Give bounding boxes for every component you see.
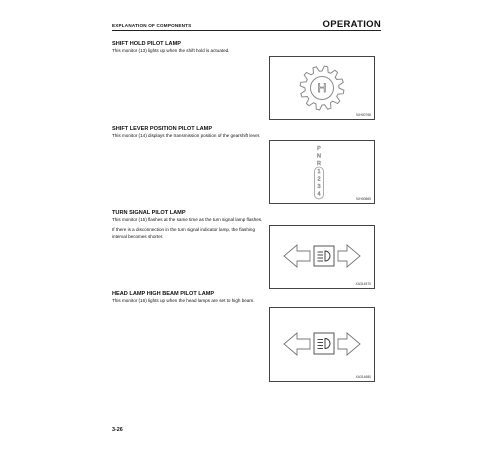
section-text-shift-lever	[112, 133, 264, 139]
position-label-2: 2	[317, 176, 321, 183]
figure-shift-lever	[269, 140, 375, 204]
turn-signal-arrows-icon	[270, 226, 374, 288]
position-label-3: 3	[317, 184, 321, 190]
paragraph: This monitor (16) lights up when the head lamps are set to high beam.	[112, 298, 255, 303]
figure-shift-hold	[269, 56, 375, 120]
gear-h-icon	[270, 57, 374, 119]
paragraph: If there is a disconnection in the turn signal indicator lamp, the flashing interval becomes shorter.	[112, 227, 255, 239]
section-title-shift-hold: SHIFT HOLD PILOT LAMP	[112, 41, 181, 47]
position-label-p: P	[317, 146, 321, 152]
arrow-left-icon	[284, 333, 310, 355]
paragraph: This monitor (15) flashes at the same time as the turn signal lamp flashes.	[112, 217, 263, 222]
position-label-r: R	[317, 161, 321, 167]
figure-code: 9JH00869	[355, 197, 371, 201]
paragraph: This monitor (14) displays the transmission position of the gearshift lever.	[112, 133, 261, 138]
figure-code: 9JH00768	[355, 113, 371, 117]
section-text-turn-signal	[112, 217, 264, 240]
arrow-right-icon	[338, 333, 360, 355]
position-label-n: N	[317, 153, 321, 160]
high-beam-arrows-icon	[270, 308, 374, 381]
headlamp-box-icon	[314, 333, 334, 354]
figure-code: XA314680	[355, 375, 371, 379]
arrow-right-icon	[338, 245, 360, 267]
page-number: 3-26	[112, 427, 123, 433]
headlamp-box-icon	[314, 246, 334, 266]
arrow-left-icon	[284, 245, 310, 267]
section-title-high-beam: HEAD LAMP HIGH BEAM PILOT LAMP	[112, 291, 215, 297]
position-label-4: 4	[317, 191, 321, 198]
figure-high-beam	[269, 307, 375, 382]
section-title-turn-signal: TURN SIGNAL PILOT LAMP	[112, 210, 186, 216]
header-rule	[112, 30, 381, 31]
running-header-section: EXPLANATION OF COMPONENTS	[112, 23, 192, 28]
figure-code: XA314570	[355, 282, 371, 286]
section-text-high-beam	[112, 298, 264, 304]
figure-turn-signal	[269, 225, 375, 289]
gear-h-glyph: H	[317, 81, 327, 96]
position-label-1: 1	[317, 169, 321, 175]
gear-position-indicator-icon	[270, 141, 374, 203]
section-text-shift-hold	[112, 48, 282, 54]
section-title-shift-lever: SHIFT LEVER POSITION PILOT LAMP	[112, 126, 213, 132]
running-header-chapter: OPERATION	[322, 19, 381, 30]
paragraph: This monitor (13) lights up when the shift hold is actuated.	[112, 48, 230, 53]
